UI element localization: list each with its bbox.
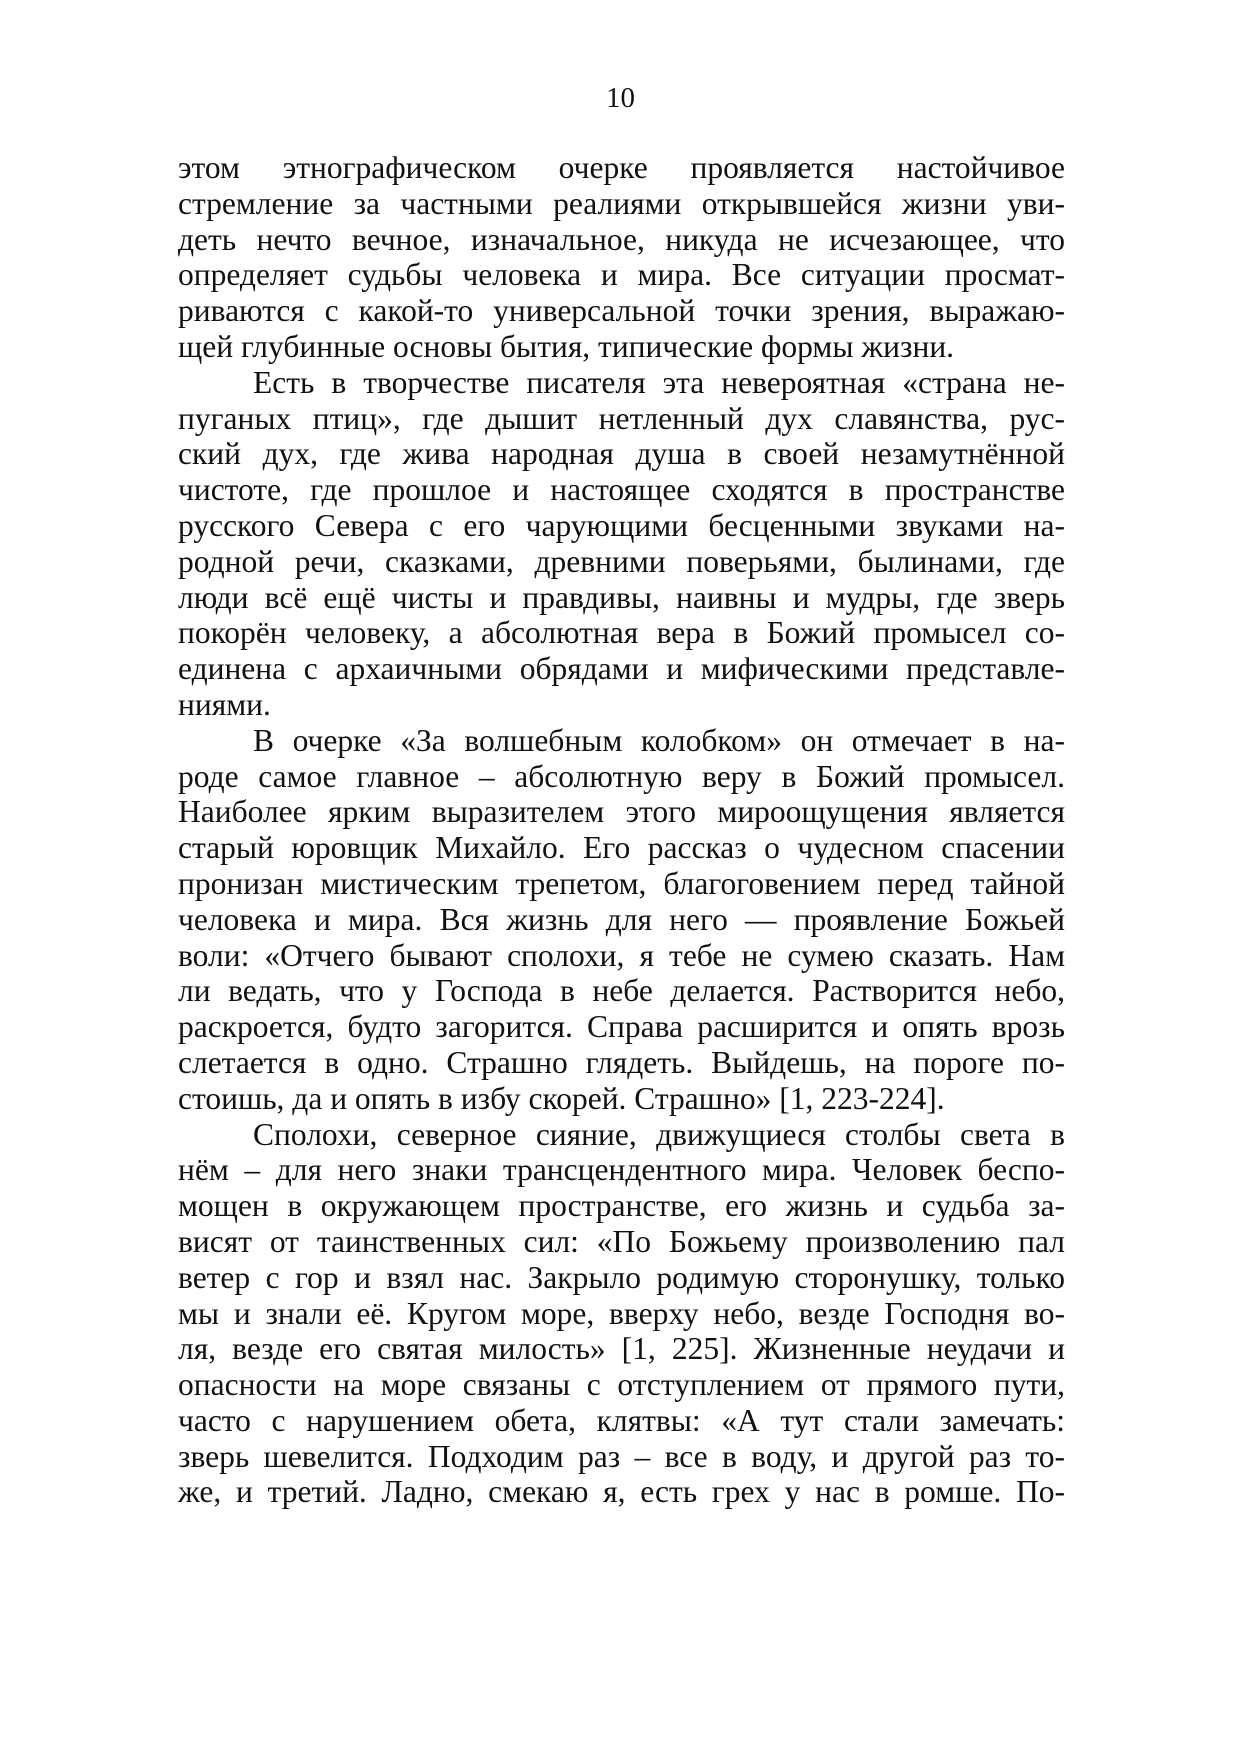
text-line: опасности на море связаны с отступлением от прямого пути,	[178, 1367, 1065, 1403]
text-line: родной речи, сказками, древними поверьями, былинами, где	[178, 543, 1065, 579]
text-line: русского Севера с его чарующими бесценными звуками на-	[178, 507, 1065, 543]
text-line: деть нечто вечное, изначальное, никуда не исчезающее, что	[178, 221, 1065, 257]
text-line: ский дух, где жива народная душа в своей незамутнённой	[178, 436, 1065, 472]
text-line: люди всё ещё чисты и правдивы, наивны и мудры, где зверь	[178, 579, 1065, 615]
text-line: стоишь, да и опять в избу скорей. Страшно» [1, 223-224].	[178, 1080, 945, 1116]
text-line: щей глубинные основы бытия, типические формы жизни.	[178, 328, 955, 364]
text-line: риваются с какой-то универсальной точки зрения, выражаю-	[178, 293, 1065, 329]
text-line: старый юровщик Михайло. Его рассказ о чудесном спасении	[178, 830, 1065, 866]
text-line: висят от таинственных сил: «По Божьему произволению пал	[178, 1223, 1065, 1259]
text-line: ниями.	[178, 686, 271, 722]
text-line: стремление за частными реалиями открывшейся жизни уви-	[178, 185, 1065, 221]
text-line: этом этнографическом очерке проявляется настойчивое	[178, 150, 1065, 185]
paragraph	[178, 1117, 1065, 1511]
text-line: определяет судьбы человека и мира. Все ситуации просмат-	[178, 257, 1065, 293]
text-line: Сполохи, северное сияние, движущиеся столбы света в	[253, 1116, 1065, 1152]
text-line: ля, везде его святая милость» [1, 225]. Жизненные неудачи и	[178, 1331, 1065, 1367]
text-line: человека и мира. Вся жизнь для него — проявление Божьей	[178, 901, 1065, 937]
paragraph	[178, 150, 1065, 365]
text-line: ветер с гор и взял нас. Закрыло родимую сторонушку, только	[178, 1259, 1065, 1295]
text-line: пуганых птиц», где дышит нетленный дух славянства, рус-	[178, 400, 1065, 436]
text-line: пронизан мистическим трепетом, благоговением перед тайной	[178, 865, 1065, 901]
text-line: покорён человеку, а абсолютная вера в Божий промысел со-	[178, 615, 1065, 651]
text-line: раскроется, будто загорится. Справа расширится и опять врозь	[178, 1009, 1065, 1045]
text-line: Есть в творчестве писателя эта невероятная «страна не-	[253, 364, 1065, 400]
text-line: воли: «Отчего бывают сполохи, я тебе не сумею сказать. Нам	[178, 937, 1065, 973]
text-line: слетается в одно. Страшно глядеть. Выйдешь, на пороге по-	[178, 1044, 1065, 1080]
text-line: Наиболее ярким выразителем этого мироощущения является	[178, 794, 1065, 830]
paragraph	[178, 723, 1065, 1117]
text-line: нём – для него знаки трансцендентного мира. Человек беспо-	[178, 1152, 1065, 1188]
text-line: часто с нарушением обета, клятвы: «А тут стали замечать:	[178, 1402, 1065, 1438]
text-line: мощен в окружающем пространстве, его жизнь и судьба за-	[178, 1188, 1065, 1224]
text-line: ли ведать, что у Господа в небе делается. Растворится небо,	[178, 973, 1065, 1009]
text-line: В очерке «За волшебным колобком» он отмечает в на-	[253, 722, 1065, 758]
body-text	[178, 150, 1065, 1510]
paragraph	[178, 365, 1065, 723]
text-line: зверь шевелится. Подходим раз – все в воду, и другой раз то-	[178, 1438, 1065, 1474]
text-line: же, и третий. Ладно, смекаю я, есть грех у нас в ромше. По-	[178, 1474, 1065, 1510]
text-line: мы и знали её. Кругом море, вверху небо, везде Господня во-	[178, 1295, 1065, 1331]
text-line: чистоте, где прошлое и настоящее сходятся в пространстве	[178, 472, 1065, 508]
text-line: роде самое главное – абсолютную веру в Божий промысел.	[178, 758, 1065, 794]
page-number: 10	[606, 82, 635, 114]
text-line: единена с архаичными обрядами и мифическими представле-	[178, 651, 1065, 687]
